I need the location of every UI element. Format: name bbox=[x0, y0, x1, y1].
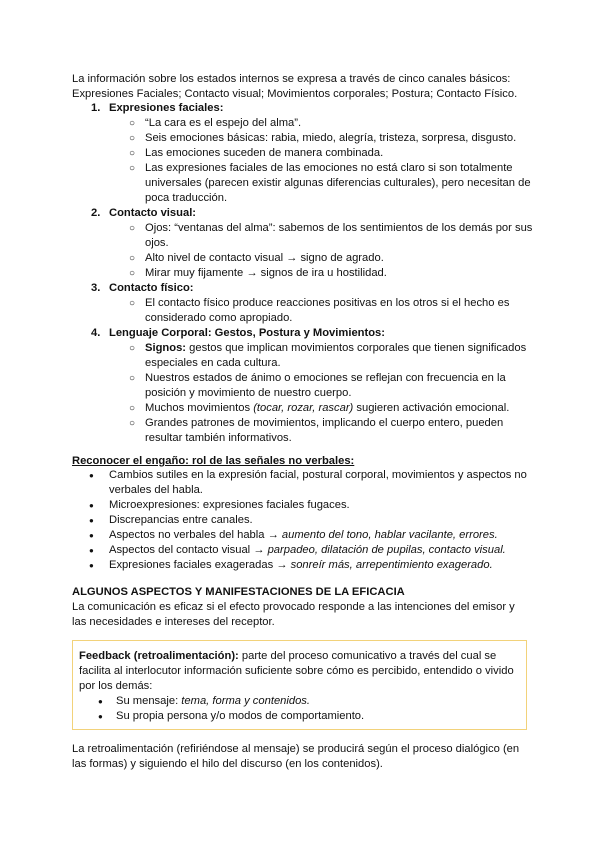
section-number: 1. bbox=[91, 102, 101, 114]
list-item: ○ “La cara es el espejo del alma”. bbox=[72, 116, 542, 131]
list-item bbox=[72, 401, 542, 416]
list-item bbox=[72, 341, 542, 371]
section-1 bbox=[72, 101, 542, 116]
section-2 bbox=[72, 206, 542, 221]
intro-paragraph: La información sobre los estados internos se expresa a través de cinco canales básicos: Expresiones Faciales; Contacto visual; Movimientos corporales; Postura; Contacto Físico. bbox=[72, 73, 518, 100]
section-3 bbox=[72, 281, 542, 296]
feedback-list bbox=[79, 694, 520, 724]
feedback-text: parte del proceso comunicativo a través del cual se facilita al interlocutor información suficiente sobre cómo es percibido, entendido o vivido por los demás: bbox=[79, 650, 514, 692]
eficacia-paragraph: La comunicación es eficaz si el efecto provocado responde a las intenciones del emisor y las necesidades e intereses del receptor. bbox=[72, 601, 515, 628]
item-italic: tema, forma y contenidos. bbox=[181, 695, 311, 707]
list-item: ● Microexpresiones: expresiones faciales fugaces. bbox=[72, 498, 532, 513]
list-item: ● Cambios sutiles en la expresión facial, postural corporal, movimientos y aspectos no verbales del habla. bbox=[72, 468, 532, 498]
section-2-list bbox=[72, 221, 542, 281]
list-item: ○ Nuestros estados de ánimo o emociones se reflejan con frecuencia en la posición y movimiento de nuestro cuerpo. bbox=[72, 371, 542, 401]
section-title: Contacto visual: bbox=[109, 207, 197, 219]
section-3-list bbox=[72, 296, 542, 326]
list-item bbox=[72, 543, 532, 558]
engano-heading: Reconocer el engaño: rol de las señales no verbales: bbox=[72, 455, 355, 467]
feedback-paragraph bbox=[79, 649, 520, 694]
section-number: 4. bbox=[91, 327, 101, 339]
item-text: Expresiones faciales exageradas → bbox=[109, 559, 291, 571]
item-text: Aspectos no verbales del habla → bbox=[109, 529, 282, 541]
item-text: sugieren activación emocional. bbox=[353, 402, 510, 414]
list-item bbox=[72, 528, 532, 543]
list-item: ○ Ojos: “ventanas del alma”: sabemos de los sentimientos de los demás por sus ojos. bbox=[72, 221, 542, 251]
item-italic: sonreír más, arrepentimiento exagerado. bbox=[290, 559, 493, 571]
section-title: Expresiones faciales: bbox=[109, 102, 224, 114]
list-item: ○ Grandes patrones de movimientos, implicando el cuerpo entero, pueden resultar también informativos. bbox=[72, 416, 542, 446]
item-text: Muchos movimientos bbox=[145, 402, 254, 414]
section-number: 2. bbox=[91, 207, 101, 219]
eficacia-heading: ALGUNOS ASPECTOS Y MANIFESTACIONES DE LA EFICACIA bbox=[72, 586, 405, 598]
item-italic: (tocar, rozar, rascar) bbox=[253, 402, 354, 414]
signos-text: gestos que implican movimientos corporales que tienen significados especiales en cada cultura. bbox=[145, 342, 527, 369]
list-item: ● Su propia persona y/o modos de comportamiento. bbox=[79, 709, 520, 724]
list-item: ● Discrepancias entre canales. bbox=[72, 513, 532, 528]
numbered-list bbox=[72, 101, 542, 446]
list-item: ○ Alto nivel de contacto visual → signo de agrado. bbox=[72, 251, 542, 266]
engano-list bbox=[72, 468, 532, 573]
list-item: ○ Las expresiones faciales de las emociones no está claro si son totalmente universales (parecen existir algunas diferencias culturales), pero necesitan de poca traducción. bbox=[72, 161, 542, 206]
section-1-list bbox=[72, 116, 542, 206]
item-text: Su mensaje: bbox=[116, 695, 182, 707]
section-4-list bbox=[72, 341, 542, 446]
list-item: ○ Las emociones suceden de manera combinada. bbox=[72, 146, 542, 161]
list-item: ○ El contacto físico produce reacciones positivas en los otros si el hecho es considerado como apropiado. bbox=[72, 296, 542, 326]
section-title: Lenguaje Corporal: Gestos, Postura y Movimientos: bbox=[109, 327, 386, 339]
section-4 bbox=[72, 326, 542, 341]
feedback-label: Feedback (retroalimentación): bbox=[79, 650, 239, 662]
signos-label: Signos: bbox=[145, 342, 187, 354]
item-text: Aspectos del contacto visual → bbox=[109, 544, 268, 556]
closing-paragraph: La retroalimentación (refiriéndose al mensaje) se producirá según el proceso dialógico (en las formas) y siguiendo el hilo del discurso (en los contenidos). bbox=[72, 743, 520, 770]
list-item: ○ Mirar muy fijamente → signos de ira u hostilidad. bbox=[72, 266, 542, 281]
section-title: Contacto físico: bbox=[109, 282, 194, 294]
feedback-box bbox=[72, 640, 527, 730]
item-italic: parpadeo, dilatación de pupilas, contacto visual. bbox=[267, 544, 506, 556]
list-item bbox=[79, 694, 520, 709]
list-item bbox=[72, 558, 532, 573]
item-italic: aumento del tono, hablar vacilante, errores. bbox=[281, 529, 498, 541]
section-number: 3. bbox=[91, 282, 101, 294]
list-item: ○ Seis emociones básicas: rabia, miedo, alegría, tristeza, sorpresa, disgusto. bbox=[72, 131, 542, 146]
